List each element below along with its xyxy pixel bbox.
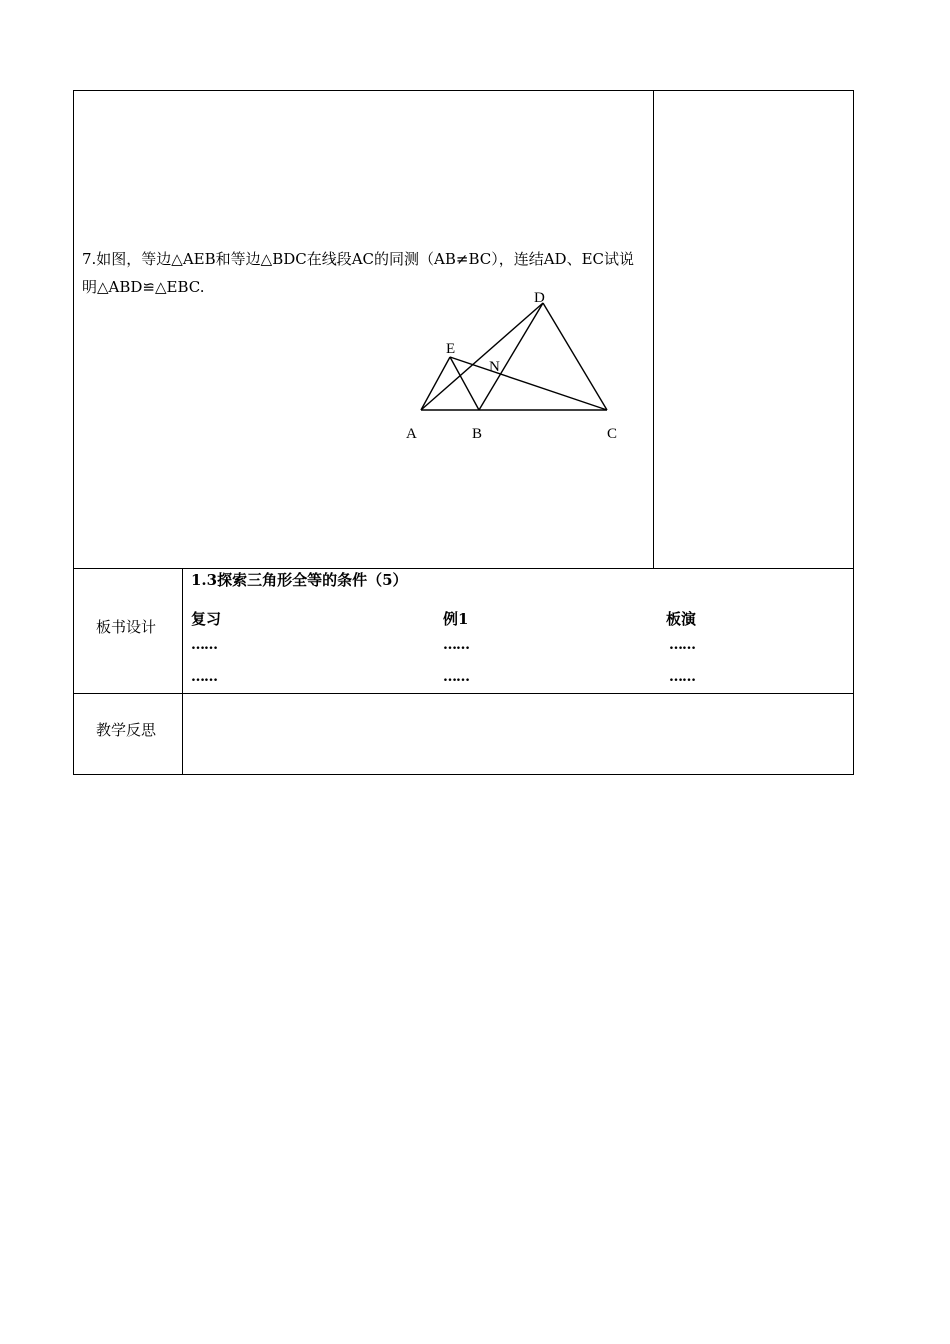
- segment-ad: [421, 303, 543, 410]
- board-column-demonstration-line-1: ……: [669, 637, 695, 653]
- point-label-b: B: [472, 426, 483, 442]
- segment-bd: [479, 303, 543, 410]
- board-column-review-line-1: ……: [191, 637, 217, 653]
- point-label-a: A: [406, 426, 417, 442]
- board-column-heading-example: 例1: [443, 610, 469, 628]
- segment-ae: [421, 357, 450, 410]
- problem-line-1: 7.如图，等边△AEB和等边△BDC在线段AC的同测（AB≠BC），连结AD、EC试说: [82, 250, 635, 268]
- problem-line-2: 明△ABD≌△EBC.: [82, 278, 205, 296]
- board-column-example-line-1: ……: [443, 637, 469, 653]
- board-design-title: 1.3探索三角形全等的条件（5）: [191, 571, 408, 589]
- point-label-d: D: [534, 290, 545, 306]
- point-label-e: E: [446, 341, 456, 357]
- board-column-example-line-2: ……: [443, 669, 469, 685]
- point-label-c: C: [607, 426, 618, 442]
- board-column-heading-demonstration: 板演: [666, 610, 697, 628]
- board-design-label: 板书设计: [96, 618, 157, 636]
- segment-dc: [543, 303, 607, 410]
- teaching-reflection-label: 教学反思: [96, 721, 157, 739]
- board-column-review-line-2: ……: [191, 669, 217, 685]
- point-label-n: N: [489, 359, 500, 375]
- segment-ec: [450, 357, 607, 410]
- board-column-heading-review: 复习: [191, 610, 222, 628]
- board-column-demonstration-line-2: ……: [669, 669, 695, 685]
